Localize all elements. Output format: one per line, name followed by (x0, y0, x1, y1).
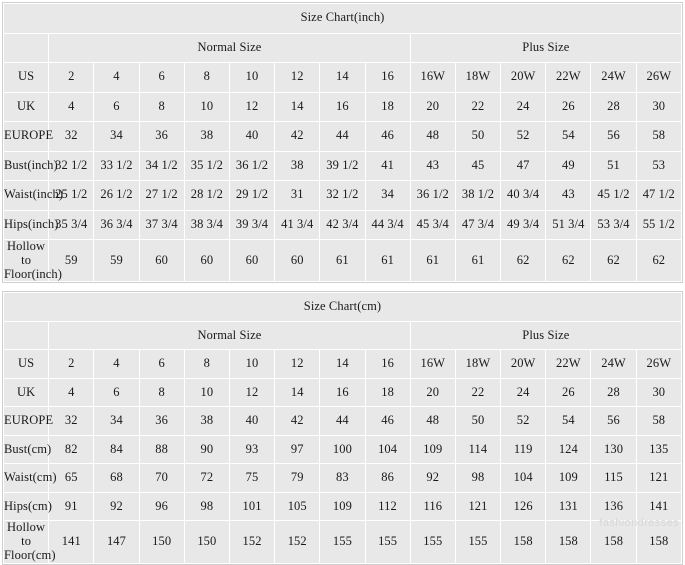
cell: 18W (455, 63, 500, 93)
cell: 41 (365, 151, 410, 181)
cell: 141 (49, 521, 94, 563)
cell: 115 (591, 464, 636, 493)
cell: 34 (94, 122, 139, 152)
table-row (4, 122, 682, 152)
cell: 98 (184, 492, 229, 521)
cell: 32 1/2 (320, 181, 365, 211)
cell: 131 (546, 492, 591, 521)
table-row (4, 151, 682, 181)
cell: 37 3/4 (139, 210, 184, 240)
cell: 47 1/2 (636, 181, 681, 211)
cell: 45 1/2 (591, 181, 636, 211)
cell: 141 (636, 492, 681, 521)
cell: 54 (546, 122, 591, 152)
cell: 109 (546, 464, 591, 493)
cell: 27 1/2 (139, 181, 184, 211)
cell: 8 (139, 378, 184, 407)
cell: 155 (455, 521, 500, 563)
row-label-hollow-to-floor-inch: Hollow to Floor(inch) (4, 239, 63, 281)
cell: 109 (410, 435, 455, 464)
cell: 72 (184, 464, 229, 493)
cell: 155 (320, 521, 365, 563)
cell: 52 (501, 407, 546, 436)
size-chart-page (0, 2, 685, 562)
row-label-hips-inch: Hips(inch) (4, 210, 49, 240)
cell: 60 (229, 240, 274, 282)
cell: 26W (636, 350, 681, 379)
cell: 20 (410, 92, 455, 122)
cell: 24W (591, 350, 636, 379)
cell: 158 (546, 521, 591, 563)
cell: 61 (365, 240, 410, 282)
cell: 126 (501, 492, 546, 521)
row-label-us-cm: US (4, 350, 49, 379)
cell: 150 (184, 521, 229, 563)
cell: 49 3/4 (501, 210, 546, 240)
row-label-hips-cm: Hips(cm) (4, 492, 49, 521)
cell: 8 (184, 350, 229, 379)
cell: 83 (320, 464, 365, 493)
cell: 36 (139, 407, 184, 436)
row-label-europe-cm: EUROPE (4, 407, 49, 436)
cell: 46 (365, 122, 410, 152)
table-group-row (4, 321, 682, 350)
cell: 22 (455, 92, 500, 122)
cell: 22W (546, 63, 591, 93)
cell: 22 (455, 378, 500, 407)
cell: 26 1/2 (94, 181, 139, 211)
cell: 60 (275, 240, 320, 282)
table-row (4, 210, 682, 240)
cell: 112 (365, 492, 410, 521)
cell: 26 (546, 378, 591, 407)
cell: 26W (636, 63, 681, 93)
cell: 40 (229, 122, 274, 152)
cell: 28 1/2 (184, 181, 229, 211)
cell: 34 (365, 181, 410, 211)
size-chart-cm-block (2, 291, 683, 564)
cell: 32 1/2 (49, 151, 94, 181)
cell: 42 3/4 (320, 210, 365, 240)
row-label-waist-cm: Waist(cm) (4, 464, 49, 493)
cell: 114 (455, 435, 500, 464)
cell: 60 (139, 240, 184, 282)
cell: 56 (591, 122, 636, 152)
cell: 49 (546, 151, 591, 181)
cell: 88 (139, 435, 184, 464)
cell: 90 (184, 435, 229, 464)
row-label-waist-inch: Waist(inch) (4, 181, 49, 211)
row-label-bust-cm: Bust(cm) (4, 435, 49, 464)
cell: 130 (591, 435, 636, 464)
cell: 97 (275, 435, 320, 464)
row-label-us-inch: US (4, 63, 49, 93)
cell: 109 (320, 492, 365, 521)
cell: 62 (546, 240, 591, 282)
cell: 10 (229, 63, 274, 93)
cell: 16 (320, 92, 365, 122)
cell: 59 (94, 240, 139, 282)
cell: 100 (320, 435, 365, 464)
cell: 121 (636, 464, 681, 493)
cell: 96 (139, 492, 184, 521)
cell: 58 (636, 407, 681, 436)
cell: 6 (94, 92, 139, 122)
cell: 61 (320, 240, 365, 282)
cell: 12 (275, 350, 320, 379)
cell: 59 (49, 240, 94, 282)
cell: 14 (320, 63, 365, 93)
cell: 6 (139, 350, 184, 379)
watermark-text: fashiondresses (599, 517, 679, 529)
table-group-row (4, 33, 682, 63)
cell: 25 1/2 (49, 181, 94, 211)
table-row (4, 407, 682, 436)
cell: 116 (410, 492, 455, 521)
cell: 38 (184, 407, 229, 436)
cell: 16 (320, 378, 365, 407)
cell: 52 (501, 122, 546, 152)
group-header-plus-inch: Plus Size (410, 33, 681, 63)
cell: 155 (410, 521, 455, 563)
cell: 121 (455, 492, 500, 521)
cell: 33 1/2 (94, 151, 139, 181)
cell: 6 (94, 378, 139, 407)
cell: 58 (636, 122, 681, 152)
cell: 35 3/4 (49, 210, 94, 240)
cell: 28 (591, 92, 636, 122)
cell: 40 (229, 407, 274, 436)
cell: 4 (49, 378, 94, 407)
cell: 60 (184, 240, 229, 282)
cell: 10 (229, 350, 274, 379)
cell: 54 (546, 407, 591, 436)
table-title-row (4, 4, 682, 34)
cell: 70 (139, 464, 184, 493)
cell: 38 (184, 122, 229, 152)
cell: 12 (229, 92, 274, 122)
cell: 92 (410, 464, 455, 493)
cell: 8 (139, 92, 184, 122)
cell: 14 (320, 350, 365, 379)
cell: 10 (184, 92, 229, 122)
cell: 41 3/4 (275, 210, 320, 240)
cell: 104 (365, 435, 410, 464)
cell: 10 (184, 378, 229, 407)
cell: 53 (636, 151, 681, 181)
chart-title-inch: Size Chart(inch) (4, 4, 682, 34)
cell: 98 (455, 464, 500, 493)
table-row (4, 492, 682, 521)
table-row (4, 435, 682, 464)
corner-cell (4, 33, 49, 63)
cell: 34 1/2 (139, 151, 184, 181)
cell: 53 3/4 (591, 210, 636, 240)
cell: 119 (501, 435, 546, 464)
cell: 14 (275, 378, 320, 407)
cell: 44 (320, 122, 365, 152)
table-row (4, 63, 682, 93)
group-header-plus-cm: Plus Size (410, 321, 681, 350)
table-title-row (4, 293, 682, 322)
cell: 155 (365, 521, 410, 563)
cell: 4 (49, 92, 94, 122)
cell: 16 (365, 350, 410, 379)
cell: 8 (184, 63, 229, 93)
cell: 124 (546, 435, 591, 464)
corner-cell (4, 321, 49, 350)
cell: 38 3/4 (184, 210, 229, 240)
cell: 34 (94, 407, 139, 436)
chart-title-cm: Size Chart(cm) (4, 293, 682, 322)
cell: 47 3/4 (455, 210, 500, 240)
cell: 93 (229, 435, 274, 464)
cell: 91 (49, 492, 94, 521)
table-row (4, 378, 682, 407)
cell: 62 (501, 240, 546, 282)
cell: 26 (546, 92, 591, 122)
cell: 36 1/2 (410, 181, 455, 211)
cell: 18W (455, 350, 500, 379)
cell: 4 (94, 350, 139, 379)
cell: 61 (410, 240, 455, 282)
cell: 43 (410, 151, 455, 181)
cell: 36 1/2 (229, 151, 274, 181)
cell: 158 (501, 521, 546, 563)
cell: 14 (275, 92, 320, 122)
cell: 92 (94, 492, 139, 521)
cell: 30 (636, 378, 681, 407)
cell: 6 (139, 63, 184, 93)
cell: 136 (591, 492, 636, 521)
cell: 2 (49, 350, 94, 379)
cell: 2 (49, 63, 94, 93)
cell: 44 3/4 (365, 210, 410, 240)
cell: 20W (501, 350, 546, 379)
cell: 84 (94, 435, 139, 464)
cell: 39 3/4 (229, 210, 274, 240)
row-label-uk-cm: UK (4, 378, 49, 407)
table-row (4, 350, 682, 379)
cell: 32 (49, 407, 94, 436)
cell: 158 (636, 521, 681, 563)
cell: 47 (501, 151, 546, 181)
cell: 16 (365, 63, 410, 93)
cell: 24 (501, 92, 546, 122)
cell: 65 (49, 464, 94, 493)
cell: 43 (546, 181, 591, 211)
cell: 51 3/4 (546, 210, 591, 240)
cell: 45 (455, 151, 500, 181)
cell: 62 (591, 240, 636, 282)
cell: 24 (501, 378, 546, 407)
cell: 158 (591, 521, 636, 563)
row-label-bust-inch: Bust(inch) (4, 151, 49, 181)
cell: 35 1/2 (184, 151, 229, 181)
cell: 152 (229, 521, 274, 563)
table-row (4, 521, 682, 563)
cell: 4 (94, 63, 139, 93)
cell: 62 (636, 240, 681, 282)
cell: 147 (94, 521, 139, 563)
cell: 104 (501, 464, 546, 493)
cell: 20W (501, 63, 546, 93)
cell: 86 (365, 464, 410, 493)
cell: 45 3/4 (410, 210, 455, 240)
cell: 12 (229, 378, 274, 407)
size-chart-inch-table (3, 3, 682, 282)
cell: 38 (275, 151, 320, 181)
cell: 28 (591, 378, 636, 407)
table-row (4, 464, 682, 493)
cell: 18 (365, 378, 410, 407)
cell: 36 3/4 (94, 210, 139, 240)
cell: 51 (591, 151, 636, 181)
cell: 31 (275, 181, 320, 211)
cell: 101 (229, 492, 274, 521)
cell: 36 (139, 122, 184, 152)
cell: 38 1/2 (455, 181, 500, 211)
cell: 24W (591, 63, 636, 93)
cell: 18 (365, 92, 410, 122)
cell: 135 (636, 435, 681, 464)
cell: 56 (591, 407, 636, 436)
cell: 39 1/2 (320, 151, 365, 181)
cell: 20 (410, 378, 455, 407)
cell: 105 (275, 492, 320, 521)
row-label-hollow-to-floor-cm: Hollow to Floor(cm) (4, 520, 56, 562)
row-label-uk-inch: UK (4, 92, 49, 122)
cell: 50 (455, 122, 500, 152)
cell: 79 (275, 464, 320, 493)
cell: 29 1/2 (229, 181, 274, 211)
cell: 40 3/4 (501, 181, 546, 211)
cell: 50 (455, 407, 500, 436)
cell: 46 (365, 407, 410, 436)
cell: 42 (275, 407, 320, 436)
table-row (4, 92, 682, 122)
cell: 82 (49, 435, 94, 464)
cell: 68 (94, 464, 139, 493)
cell: 16W (410, 350, 455, 379)
cell: 48 (410, 122, 455, 152)
cell: 16W (410, 63, 455, 93)
table-row (4, 240, 682, 282)
group-header-normal-cm: Normal Size (49, 321, 411, 350)
size-chart-cm-table (3, 292, 682, 563)
cell: 150 (139, 521, 184, 563)
cell: 75 (229, 464, 274, 493)
row-label-europe-inch: EUROPE (4, 122, 49, 152)
table-row (4, 181, 682, 211)
size-chart-inch-block (2, 2, 683, 283)
cell: 152 (275, 521, 320, 563)
cell: 61 (455, 240, 500, 282)
cell: 30 (636, 92, 681, 122)
cell: 22W (546, 350, 591, 379)
cell: 44 (320, 407, 365, 436)
cell: 32 (49, 122, 94, 152)
cell: 12 (275, 63, 320, 93)
cell: 48 (410, 407, 455, 436)
cell: 55 1/2 (636, 210, 681, 240)
group-header-normal-inch: Normal Size (49, 33, 411, 63)
cell: 42 (275, 122, 320, 152)
